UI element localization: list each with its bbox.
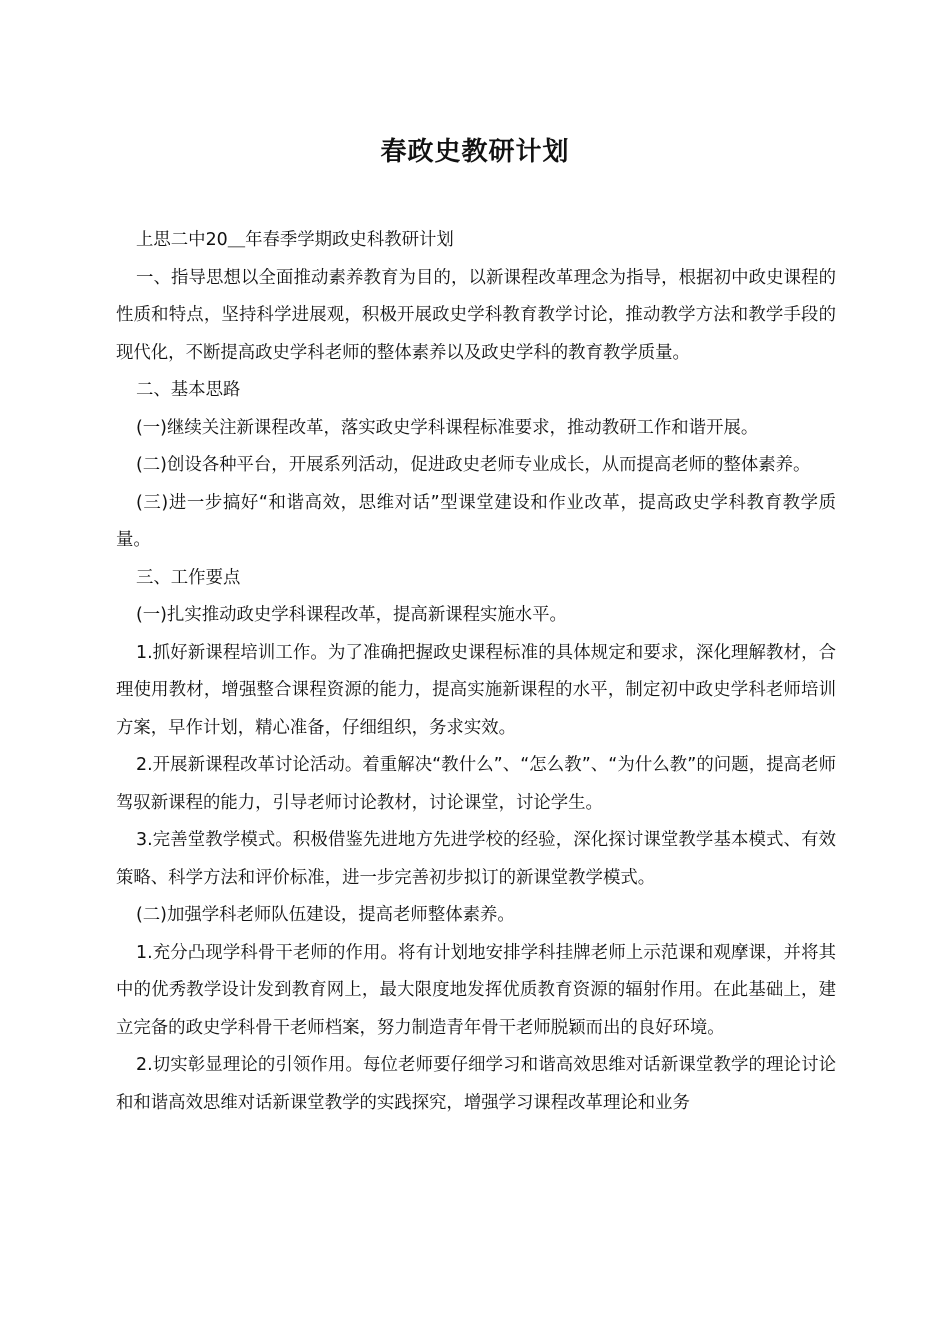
section-heading-work-points: 三、工作要点 xyxy=(136,567,241,588)
paragraph-guiding-ideology: 一、指导思想以全面推动素养教育为目的，以新课程改革理念为指导，根据初中政史课程的性质和特点，坚持科学进展观，积极开展政史学科教育教学讨论，推动教学方法和教学手段的现代化，不断提高政史学科老师的整体素养以及政史学科的教育教学质量。 xyxy=(116,267,836,363)
paragraph-item-teaching-model: 3.完善堂教学模式。积极借鉴先进地方先进学校的经验，深化探讨课堂教学基本模式、有效策略、科学方法和评价标准，进一步完善初步拟订的新课堂教学模式。 xyxy=(116,830,836,888)
subsection-heading-teacher-team: (二)加强学科老师队伍建设，提高老师整体素养。 xyxy=(136,905,515,925)
section-heading-basic-approach: 二、基本思路 xyxy=(136,380,241,400)
paragraph-approach-1: (一)继续关注新课程改革，落实政史学科课程标准要求，推动教研工作和谐开展。 xyxy=(136,417,759,438)
paragraph-item-backbone-teachers: 1.充分凸现学科骨干老师的作用。将有计划地安排学科挂牌老师上示范课和观摩课，并将其中的优秀教学设计发到教育网上，最大限度地发挥优质教育资源的辐射作用。在此基础上，建立完备的政史学科骨干老师档案，努力制造青年骨干老师脱颖而出的良好环境。 xyxy=(116,942,836,1038)
document-body xyxy=(116,222,836,1122)
paragraph-approach-2: (二)创设各种平台，开展系列活动，促进政史老师专业成长，从而提高老师的整体素养。 xyxy=(136,455,811,475)
document-title: 春政史教研计划 xyxy=(380,137,570,167)
subsection-heading-curriculum-reform: (一)扎实推动政史学科课程改革，提高新课程实施水平。 xyxy=(136,605,567,625)
paragraph-approach-3: (三)进一步搞好“和谐高效，思维对话”型课堂建设和作业改革，提高政史学科教育教学质量。 xyxy=(116,492,836,550)
paragraph-item-theory-guidance: 2.切实彰显理论的引领作用。每位老师要仔细学习和谐高效思维对话新课堂教学的理论讨论和和谐高效思维对话新课堂教学的实践探究，增强学习课程改革理论和业务 xyxy=(116,1055,836,1113)
paragraph-item-training: 1.抓好新课程培训工作。为了准确把握政史课程标准的具体规定和要求，深化理解教材，合理使用教材，增强整合课程资源的能力，提高实施新课程的水平，制定初中政史学科老师培训方案，早作计划，精心准备，仔细组织，务求实效。 xyxy=(116,642,836,738)
paragraph-subtitle: 上思二中20＿年春季学期政史科教研计划 xyxy=(136,230,454,250)
paragraph-item-reform-activities: 2.开展新课程改革讨论活动。着重解决“教什么”、“怎么教”、“为什么教”的问题，提高老师驾驭新课程的能力，引导老师讨论教材，讨论课堂，讨论学生。 xyxy=(116,755,836,813)
